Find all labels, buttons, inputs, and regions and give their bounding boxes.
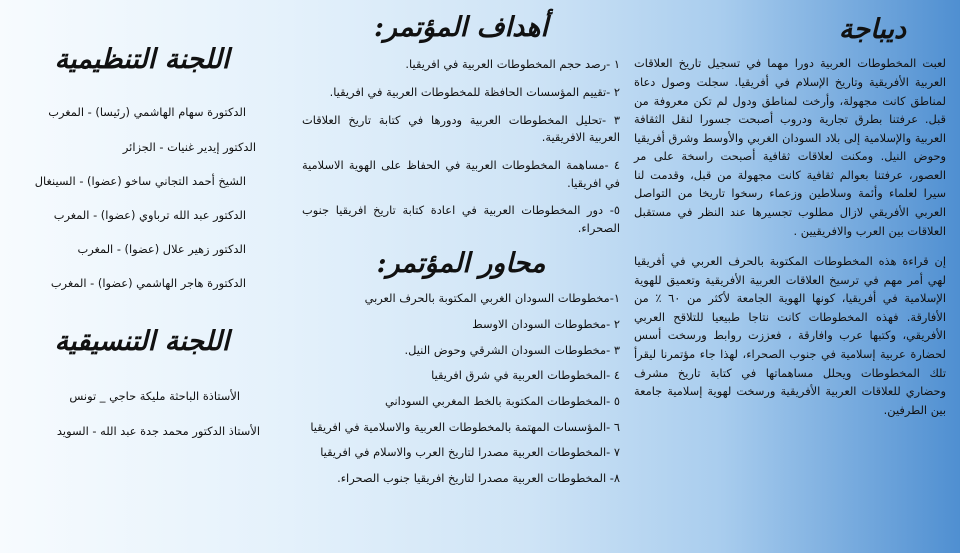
preamble-section	[626, 0, 960, 553]
objectives-title: أهداف المؤتمر:	[373, 12, 549, 43]
organizing-member-4: الدكتور عبد الله ترباوي (عضوا) - المغرب	[53, 207, 246, 222]
objective-item-1: ١ -رصد حجم المخطوطات العربية في افريقيا.	[405, 57, 620, 72]
organizing-member-1: الدكتورة سهام الهاشمي (رئيسا) - المغرب	[48, 105, 246, 120]
objectives-axes-section	[296, 0, 626, 553]
axis-item-7: ٧ -المخطوطات العربية مصدرا لتاريخ العرب والاسلام في افريقيا	[320, 445, 620, 460]
axis-item-8: ٨- المخطوطات العربية مصدرا لتاريخ افريقيا جنوب الصحراء.	[337, 470, 620, 485]
coordinating-committee-title: اللجنة التنسيقية	[54, 326, 230, 358]
axis-item-6: ٦ -المؤسسات المهتمة بالمخطوطات العربية والاسلامية في افريقيا	[310, 419, 620, 434]
objective-item-4: ٤ -مساهمة المخطوطات العربية في الحفاظ على الهوية الاسلامية في افريقيا.	[302, 158, 620, 190]
organizing-committee-title: اللجنة التنظيمية	[54, 44, 230, 75]
preamble-paragraph-1: لعبت المخطوطات العربية دورا مهما في تسجيل تاريخ العلاقات العربية الأفريقية وتاريخ الإسلام في أفريقيا. سجلت وصول دعاة لمناطق كانت مجهولة، وأرخت لمناطق ودول لم تكن معروفة من قبل. عرفتنا بطرق تجارية ودروب أصبحت جسورا لنقل الثقافة العربية والإسلامية إلى بلاد السودان الغربي والأوسط وشرق أفريقيا وحوض النيل. ومكنت لعلاقات ثقافية أصبحت راسخة على مر العصور، عرفتنا بعوالم ثقافية كانت مجهولة من قبل، وقدمت لنا سيرا لعلماء وأئمة وسلاطين وزعماء رسخوا تاريخا من التواصل العربي الأفريقي لازال مطلوب تجسيرها عند النظر في مستقبل العلاقات بين العرب والافريقيين .	[634, 56, 946, 238]
objectives-list	[302, 56, 620, 237]
committees-section	[0, 0, 296, 553]
axis-item-1: ١-مخطوطات السودان الغربي المكتوبة بالحرف العربي	[364, 291, 620, 306]
coordinating-members	[8, 388, 276, 439]
organizing-member-2: الدكتور إيدير غنيات - الجزائر	[122, 139, 256, 154]
preamble-paragraph-2: إن قراءة هذه المخطوطات المكتوبة بالحرف العربي في أفريقيا لهي أمر مهم في ترسيخ العلاقات العربية الأفريقية وتعميق للهوية الإسلامية في أفريقيا، كونها الهوية الجامعة لأكثر من ٦٠ ٪ من الأفارقة. فهذه المخطوطات كانت نتاجا طبيعيا للتلاقح العربي الأفريقي، وكتبها عرب وافارقة ، فعززت روابط ورسخت أسس لحضارة عربية إسلامية في جنوب الصحراء، لهذا جاء مؤتمرنا ليقرأ تلك المخطوطات ويحلل مساهماتها في كتابة تاريخ مشرف وحضاري للعلاقات العربية الأفريقية ورسخت لهوية إسلامية جامعة بين الطرفين.	[634, 254, 946, 417]
organizing-member-3: الشيخ أحمد التجاني ساخو (عضوا) - السينغال	[34, 173, 246, 188]
organizing-member-6: الدكتورة هاجر الهاشمي (عضوا) - المغرب	[50, 275, 246, 290]
organizing-members	[8, 104, 276, 292]
coordinating-member-2: الأستاذ الدكتور محمد جدة عبد الله - السويد	[56, 423, 260, 438]
preamble-title: ديباجة	[838, 14, 906, 45]
axis-item-4: ٤ -المخطوطات العربية في شرق افريقيا	[431, 368, 620, 383]
axis-item-5: ٥ -المخطوطات المكتوبة بالخط المغربي السوداني	[384, 393, 620, 408]
coordinating-member-1: الأستاذة الباحثة مليكة حاجي _ تونس	[69, 389, 240, 404]
axes-title: محاور المؤتمر:	[376, 247, 546, 279]
axis-item-2: ٢ -مخطوطات السودان الاوسط	[472, 316, 620, 331]
organizing-member-5: الدكتور زهير علال (عضوا) - المغرب	[77, 241, 246, 256]
axis-item-3: ٣ -مخطوطات السودان الشرقي وحوض النيل.	[404, 342, 620, 357]
objective-item-2: ٢ -تقييم المؤسسات الحافظة للمخطوطات العربية في افريقيا.	[329, 85, 620, 100]
axes-list	[302, 290, 620, 487]
objective-item-3: ٣ -تحليل المخطوطات العربية ودورها في كتابة تاريخ العلاقات العربية الافريقية.	[302, 112, 620, 145]
objective-item-5: ٥- دور المخطوطات العربية في اعادة كتابة تاريخ افريقيا جنوب الصحراء.	[302, 203, 620, 236]
